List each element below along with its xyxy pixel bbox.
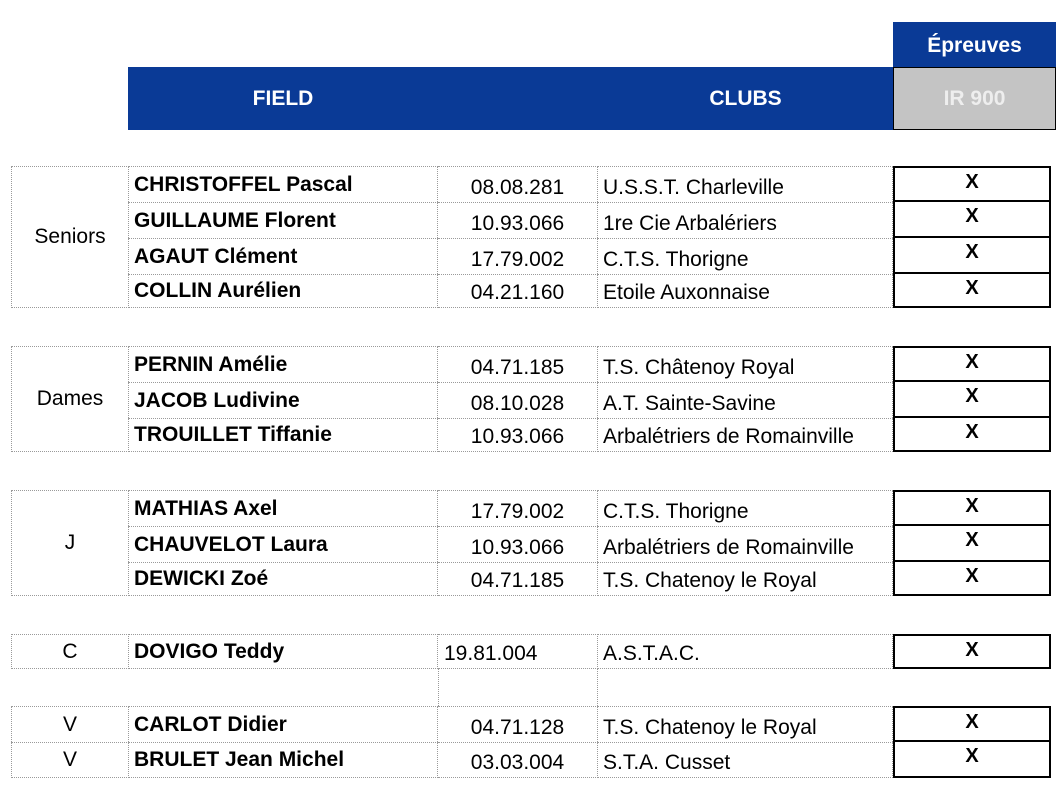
licence-number: 17.79.002 [438, 238, 598, 274]
event-mark: X [893, 238, 1051, 274]
licence-number: 10.93.066 [438, 418, 598, 452]
event-header: IR 900 [893, 67, 1056, 130]
archer-name: JACOB Ludivine [128, 382, 438, 418]
archer-name: CARLOT Didier [128, 706, 438, 742]
club-name: T.S. Chatenoy le Royal [598, 706, 893, 742]
archer-name: BRULET Jean Michel [128, 742, 438, 778]
event-mark: X [893, 202, 1051, 238]
empty-cell [438, 669, 598, 706]
licence-number: 04.71.185 [438, 346, 598, 382]
archer-name: GUILLAUME Florent [128, 202, 438, 238]
archer-name: CHRISTOFFEL Pascal [128, 166, 438, 202]
archer-name: AGAUT Clément [128, 238, 438, 274]
category-label: C [11, 634, 129, 669]
event-mark: X [893, 490, 1051, 526]
licence-number: 08.08.281 [438, 166, 598, 202]
club-name: T.S. Chatenoy le Royal [598, 562, 893, 596]
club-name: Etoile Auxonnaise [598, 274, 893, 308]
event-mark: X [893, 562, 1051, 596]
licence-number: 10.93.066 [438, 526, 598, 562]
field-header: FIELD [252, 86, 314, 110]
licence-number: 04.71.185 [438, 562, 598, 596]
event-mark: X [893, 634, 1051, 669]
category-label: V [11, 742, 129, 778]
club-name: T.S. Châtenoy Royal [598, 346, 893, 382]
category-label: Dames [11, 346, 129, 452]
club-name: C.T.S. Thorigne [598, 490, 893, 526]
event-mark: X [893, 706, 1051, 742]
archer-name: COLLIN Aurélien [128, 274, 438, 308]
club-name: C.T.S. Thorigne [598, 238, 893, 274]
club-name: 1re Cie Arbalériers [598, 202, 893, 238]
event-mark: X [893, 274, 1051, 308]
club-name: A.T. Sainte-Savine [598, 382, 893, 418]
club-name: Arbalétriers de Romainville [598, 418, 893, 452]
clubs-header: CLUBS [709, 86, 782, 110]
licence-number: 19.81.004 [438, 634, 598, 669]
event-mark: X [893, 346, 1051, 382]
category-label: V [11, 706, 129, 742]
licence-number: 04.71.128 [438, 706, 598, 742]
epreuves-header: Épreuves [893, 22, 1056, 67]
licence-number: 10.93.066 [438, 202, 598, 238]
licence-number: 08.10.028 [438, 382, 598, 418]
club-name: Arbalétriers de Romainville [598, 526, 893, 562]
event-mark: X [893, 382, 1051, 418]
club-name: A.S.T.A.C. [598, 634, 893, 669]
event-mark: X [893, 166, 1051, 202]
archer-name: MATHIAS Axel [128, 490, 438, 526]
event-mark: X [893, 418, 1051, 452]
event-mark: X [893, 742, 1051, 778]
licence-number: 04.21.160 [438, 274, 598, 308]
club-name: U.S.S.T. Charleville [598, 166, 893, 202]
archer-name: PERNIN Amélie [128, 346, 438, 382]
licence-number: 03.03.004 [438, 742, 598, 778]
category-label: J [11, 490, 129, 596]
category-label: Seniors [11, 166, 129, 308]
archer-name: CHAUVELOT Laura [128, 526, 438, 562]
archer-name: DEWICKI Zoé [128, 562, 438, 596]
archer-name: DOVIGO Teddy [128, 634, 438, 669]
club-name: S.T.A. Cusset [598, 742, 893, 778]
licence-number: 17.79.002 [438, 490, 598, 526]
event-mark: X [893, 526, 1051, 562]
archer-name: TROUILLET Tiffanie [128, 418, 438, 452]
